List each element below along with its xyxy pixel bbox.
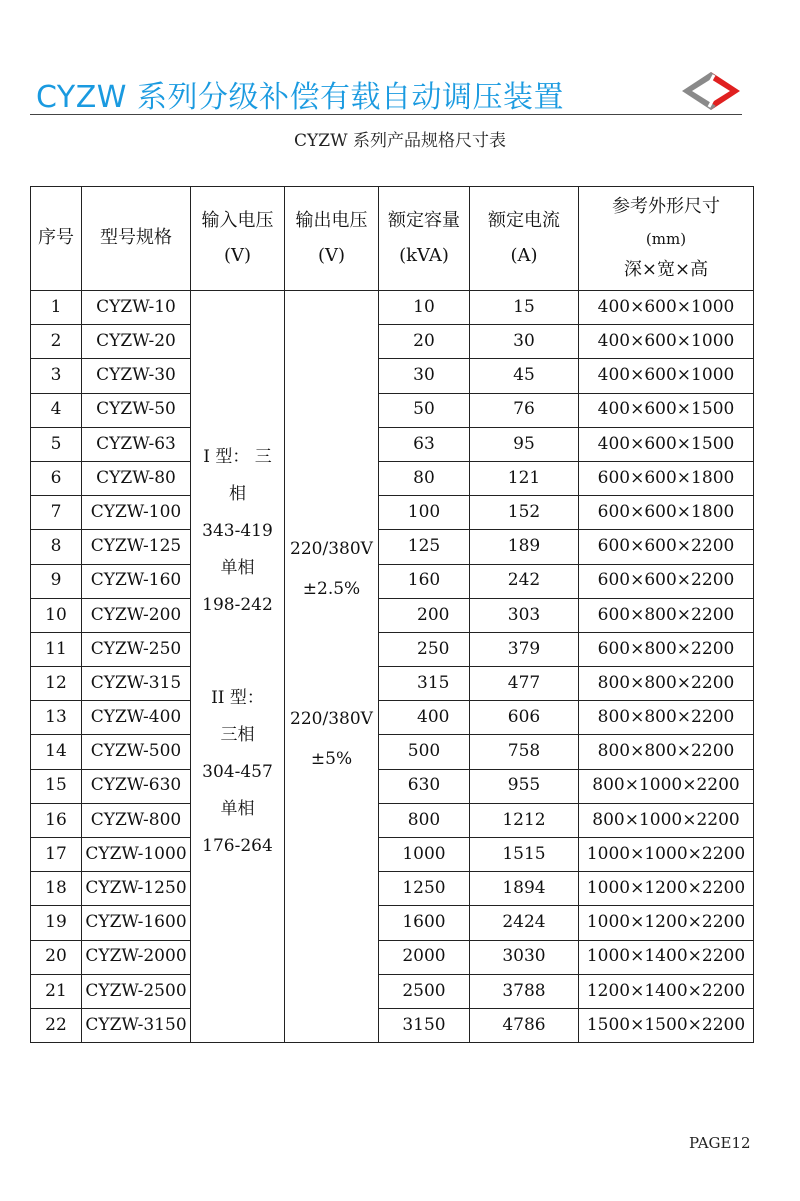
cell-model: CYZW-10 (82, 291, 191, 325)
input-voltage-line: 176-264 (202, 836, 273, 856)
cell-model: CYZW-3150 (82, 1008, 191, 1042)
table-row (31, 906, 754, 940)
cell-size: 400×600×1000 (579, 325, 754, 359)
cell-current: 2424 (470, 906, 579, 940)
cell-model: CYZW-2500 (82, 974, 191, 1008)
cell-no: 16 (31, 803, 82, 837)
table-row (31, 530, 754, 564)
cell-current: 152 (470, 496, 579, 530)
spec-table (30, 186, 754, 1043)
cell-current: 95 (470, 427, 579, 461)
cell-current: 955 (470, 769, 579, 803)
cell-no: 7 (31, 496, 82, 530)
table-row (31, 803, 754, 837)
cell-current: 303 (470, 598, 579, 632)
cell-current: 1894 (470, 872, 579, 906)
cell-output-voltage (285, 291, 379, 1043)
table-header-row (31, 187, 754, 291)
cell-current: 76 (470, 393, 579, 427)
cell-no: 22 (31, 1008, 82, 1042)
table-row (31, 974, 754, 1008)
cell-capacity: 1000 (379, 838, 470, 872)
cell-size: 1000×1000×2200 (579, 838, 754, 872)
header-output-voltage-label: 输出电压 (295, 210, 368, 232)
cell-capacity: 400 (379, 701, 470, 735)
cell-no: 2 (31, 325, 82, 359)
header-current (470, 187, 579, 291)
table-row (31, 564, 754, 598)
cell-capacity: 50 (379, 393, 470, 427)
table-row (31, 393, 754, 427)
table-row (31, 427, 754, 461)
cell-model: CYZW-250 (82, 632, 191, 666)
table-row (31, 1008, 754, 1042)
cell-current: 189 (470, 530, 579, 564)
table-row (31, 496, 754, 530)
cell-no: 12 (31, 667, 82, 701)
input-voltage-line: 单相 (220, 558, 255, 578)
cell-size: 600×800×2200 (579, 598, 754, 632)
cell-size: 800×1000×2200 (579, 769, 754, 803)
cell-no: 5 (31, 427, 82, 461)
cell-model: CYZW-80 (82, 461, 191, 495)
cell-size: 800×800×2200 (579, 667, 754, 701)
cell-capacity: 2000 (379, 940, 470, 974)
table-row (31, 838, 754, 872)
table-row (31, 291, 754, 325)
cell-capacity: 100 (379, 496, 470, 530)
header-input-voltage-label: 输入电压 (201, 210, 274, 232)
input-voltage-line: 单相 (220, 799, 255, 819)
cell-current: 379 (470, 632, 579, 666)
cell-model: CYZW-500 (82, 735, 191, 769)
cell-model: CYZW-125 (82, 530, 191, 564)
company-logo-icon (678, 70, 744, 112)
header-size (579, 187, 754, 291)
cell-model: CYZW-200 (82, 598, 191, 632)
cell-current: 606 (470, 701, 579, 735)
header-model: 型号规格 (82, 187, 191, 291)
cell-capacity: 1600 (379, 906, 470, 940)
cell-model: CYZW-400 (82, 701, 191, 735)
header-input-voltage (191, 187, 285, 291)
table-row (31, 598, 754, 632)
table-title: CYZW 系列产品规格尺寸表 (294, 131, 506, 151)
header-size-unit: (mm) (645, 229, 687, 248)
cell-no: 19 (31, 906, 82, 940)
header-current-label: 额定电流 (488, 210, 560, 232)
cell-model: CYZW-20 (82, 325, 191, 359)
cell-model: CYZW-100 (82, 496, 191, 530)
cell-size: 600×600×1800 (579, 496, 754, 530)
output-voltage-line: 220/380V (290, 539, 373, 559)
cell-model: CYZW-800 (82, 803, 191, 837)
input-voltage-line: II 型： (211, 688, 264, 708)
page-number: PAGE12 (689, 1134, 751, 1152)
cell-current: 15 (470, 291, 579, 325)
header-output-voltage (285, 187, 379, 291)
cell-no: 8 (31, 530, 82, 564)
header-capacity-label: 额定容量 (388, 210, 460, 232)
header-size-dims: 深×宽×高 (623, 259, 709, 281)
header-capacity-unit: (kVA) (399, 244, 449, 266)
table-row (31, 735, 754, 769)
input-voltage-line (191, 624, 284, 680)
cell-size: 1500×1500×2200 (579, 1008, 754, 1042)
cell-no: 15 (31, 769, 82, 803)
cell-model: CYZW-50 (82, 393, 191, 427)
cell-no: 11 (31, 632, 82, 666)
input-voltage-line: 相 (229, 484, 246, 504)
header-divider (30, 114, 742, 115)
cell-no: 6 (31, 461, 82, 495)
cell-size: 800×1000×2200 (579, 803, 754, 837)
cell-capacity: 200 (379, 598, 470, 632)
cell-no: 14 (31, 735, 82, 769)
cell-size: 1000×1200×2200 (579, 872, 754, 906)
cell-current: 758 (470, 735, 579, 769)
cell-current: 1212 (470, 803, 579, 837)
cell-no: 3 (31, 359, 82, 393)
output-voltage-line: ±2.5% (302, 579, 361, 599)
header-input-voltage-unit: (V) (223, 244, 252, 266)
cell-model: CYZW-630 (82, 769, 191, 803)
cell-size: 400×600×1000 (579, 291, 754, 325)
cell-model: CYZW-1250 (82, 872, 191, 906)
cell-no: 4 (31, 393, 82, 427)
table-row (31, 940, 754, 974)
cell-capacity: 63 (379, 427, 470, 461)
header-size-label: 参考外形尺寸 (612, 196, 720, 218)
cell-size: 600×600×2200 (579, 530, 754, 564)
cell-capacity: 160 (379, 564, 470, 598)
cell-size: 1000×1200×2200 (579, 906, 754, 940)
input-voltage-line: 三相 (220, 725, 255, 745)
cell-no: 20 (31, 940, 82, 974)
cell-size: 800×800×2200 (579, 701, 754, 735)
header-current-unit: (A) (510, 244, 538, 266)
cell-model: CYZW-30 (82, 359, 191, 393)
cell-capacity: 3150 (379, 1008, 470, 1042)
header-capacity (379, 187, 470, 291)
header-no: 序号 (31, 187, 82, 291)
cell-capacity: 500 (379, 735, 470, 769)
cell-capacity: 10 (379, 291, 470, 325)
cell-current: 3030 (470, 940, 579, 974)
cell-capacity: 80 (379, 461, 470, 495)
cell-current: 1515 (470, 838, 579, 872)
cell-no: 1 (31, 291, 82, 325)
cell-capacity: 315 (379, 667, 470, 701)
cell-no: 21 (31, 974, 82, 1008)
cell-capacity: 125 (379, 530, 470, 564)
output-voltage-group (285, 529, 378, 609)
document-title: CYZW 系列分级补偿有载自动调压装置 (36, 80, 564, 115)
cell-capacity: 630 (379, 769, 470, 803)
cell-size: 1000×1400×2200 (579, 940, 754, 974)
table-row (31, 632, 754, 666)
cell-size: 1200×1400×2200 (579, 974, 754, 1008)
cell-current: 4786 (470, 1008, 579, 1042)
cell-model: CYZW-2000 (82, 940, 191, 974)
input-voltage-line: 304-457 (202, 762, 273, 782)
cell-model: CYZW-63 (82, 427, 191, 461)
cell-capacity: 30 (379, 359, 470, 393)
cell-capacity: 1250 (379, 872, 470, 906)
output-voltage-group (285, 699, 378, 779)
cell-no: 13 (31, 701, 82, 735)
cell-current: 477 (470, 667, 579, 701)
cell-model: CYZW-315 (82, 667, 191, 701)
input-voltage-line: 343-419 (202, 521, 273, 541)
table-row (31, 701, 754, 735)
table-row (31, 359, 754, 393)
cell-size: 600×800×2200 (579, 632, 754, 666)
table-row (31, 461, 754, 495)
cell-capacity: 800 (379, 803, 470, 837)
cell-current: 242 (470, 564, 579, 598)
cell-no: 9 (31, 564, 82, 598)
cell-current: 3788 (470, 974, 579, 1008)
output-voltage-line: 220/380V (290, 709, 373, 729)
cell-size: 800×800×2200 (579, 735, 754, 769)
cell-current: 121 (470, 461, 579, 495)
cell-model: CYZW-160 (82, 564, 191, 598)
cell-size: 600×600×1800 (579, 461, 754, 495)
cell-capacity: 2500 (379, 974, 470, 1008)
cell-size: 400×600×1500 (579, 393, 754, 427)
output-voltage-line: ±5% (310, 749, 353, 769)
cell-capacity: 20 (379, 325, 470, 359)
table-row (31, 667, 754, 701)
cell-input-voltage (191, 291, 285, 1043)
table-row (31, 872, 754, 906)
cell-model: CYZW-1000 (82, 838, 191, 872)
cell-no: 10 (31, 598, 82, 632)
cell-no: 18 (31, 872, 82, 906)
cell-current: 30 (470, 325, 579, 359)
cell-model: CYZW-1600 (82, 906, 191, 940)
table-row (31, 325, 754, 359)
header-output-voltage-unit: (V) (317, 244, 346, 266)
cell-size: 400×600×1500 (579, 427, 754, 461)
input-voltage-line: I 型： 三 (203, 447, 272, 467)
cell-size: 400×600×1000 (579, 359, 754, 393)
table-row (31, 769, 754, 803)
input-voltage-line: 198-242 (202, 595, 273, 615)
cell-size: 600×600×2200 (579, 564, 754, 598)
cell-current: 45 (470, 359, 579, 393)
cell-capacity: 250 (379, 632, 470, 666)
cell-no: 17 (31, 838, 82, 872)
